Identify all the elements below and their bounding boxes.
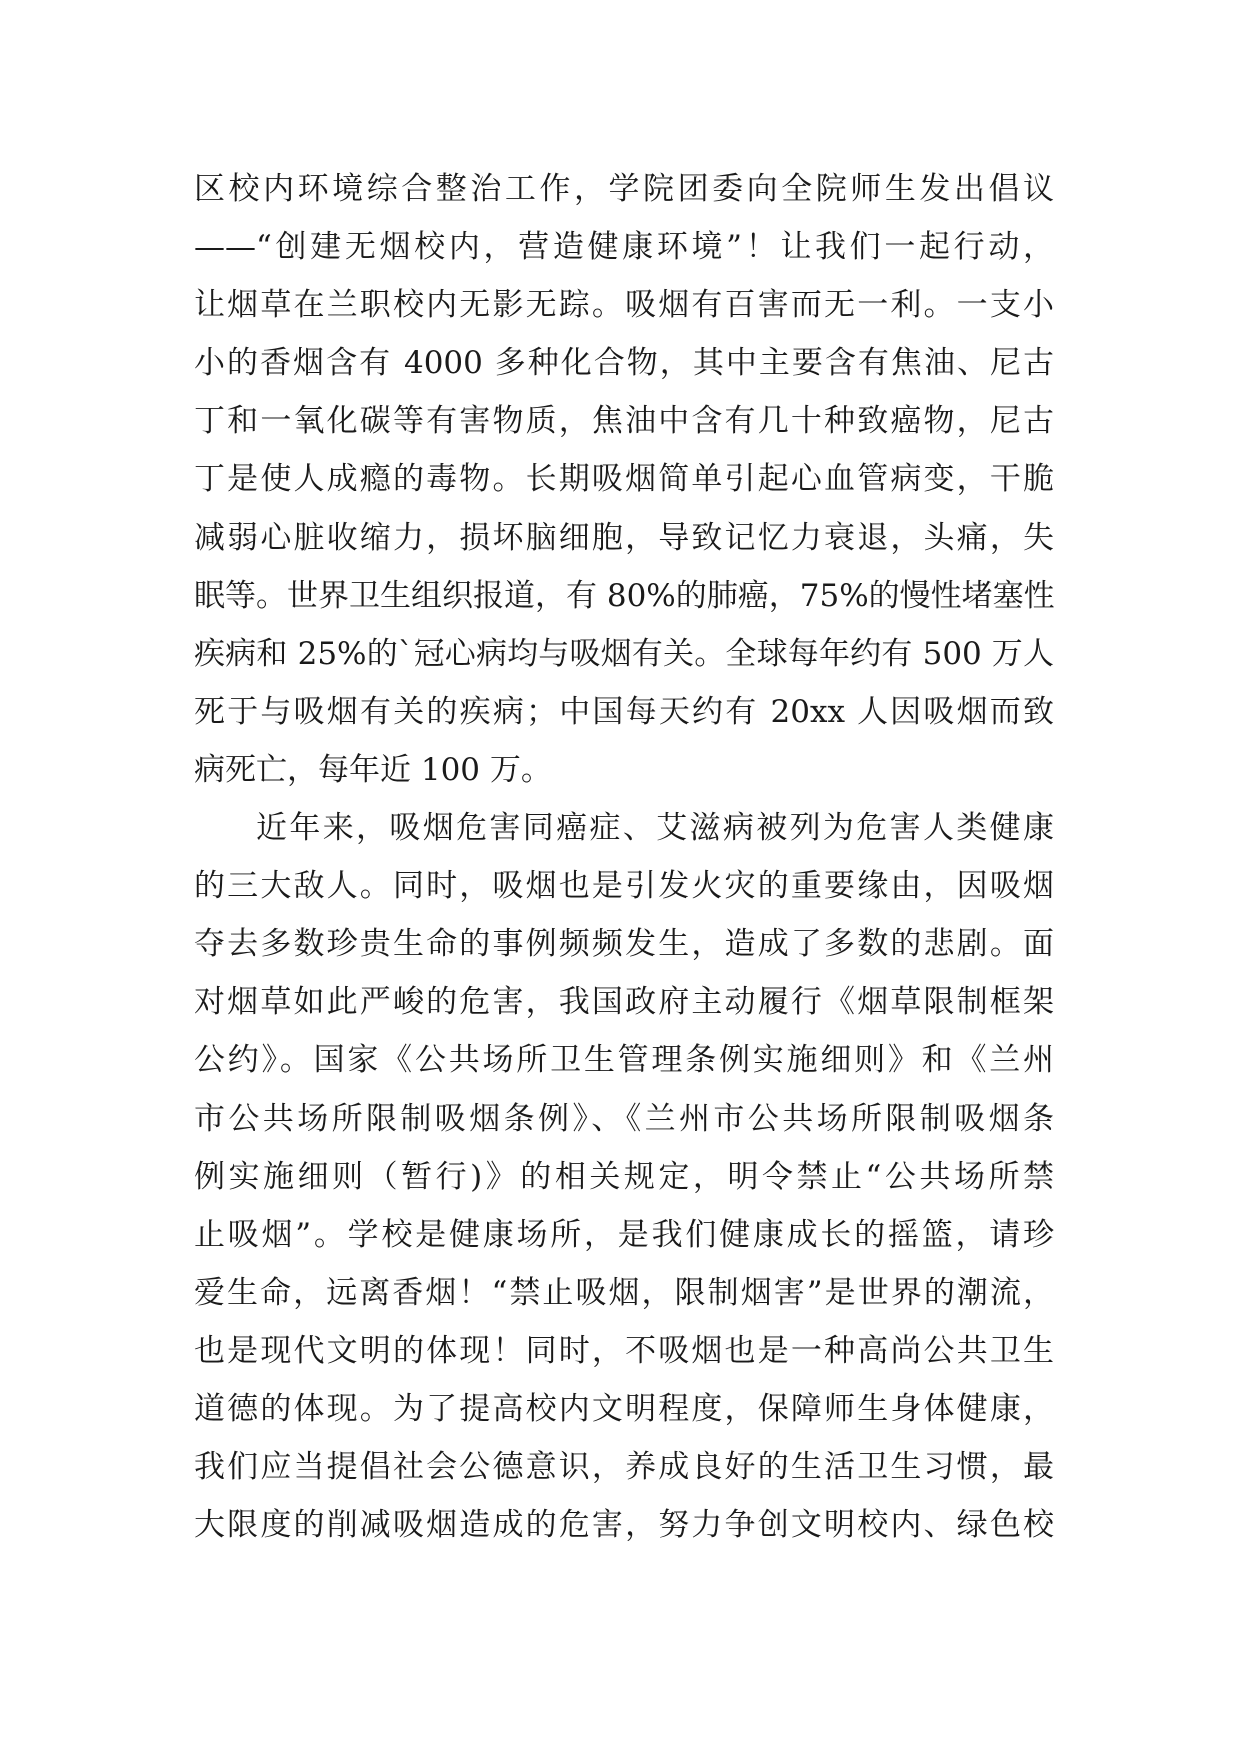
text-line: 公约》。国家《公共场所卫生管理条例实施细则》和《兰州	[194, 1042, 1054, 1079]
text-line: 对烟草如此严峻的危害，我国政府主动履行《烟草限制框架	[194, 984, 1054, 1021]
text-line: 道德的体现。为了提高校内文明程度，保障师生身体健康，	[194, 1390, 1054, 1427]
document-body	[194, 160, 1054, 1554]
text-line: 丁和一氧化碳等有害物质，焦油中含有几十种致癌物，尼古	[194, 403, 1054, 440]
text-line: 病死亡，每年近 100 万。	[194, 751, 552, 788]
text-line: 的三大敌人。同时，吸烟也是引发火灾的重要缘由，因吸烟	[194, 868, 1054, 905]
text-line: 爱生命，远离香烟！“禁止吸烟，限制烟害”是世界的潮流，	[194, 1274, 1054, 1311]
text-line: 减弱心脏收缩力，损坏脑细胞，导致记忆力衰退，头痛，失	[194, 519, 1054, 556]
text-line: 例实施细则（暂行)》的相关规定，明令禁止“公共场所禁	[194, 1158, 1054, 1195]
text-line: 眠等。世界卫生组织报道，有 80%的肺癌，75%的慢性堵塞性	[194, 577, 1055, 614]
text-line: 死于与吸烟有关的疾病；中国每天约有 20xx 人因吸烟而致	[194, 693, 1054, 730]
paragraph-1	[194, 160, 1054, 799]
text-line: 我们应当提倡社会公德意识，养成良好的生活卫生习惯，最	[194, 1449, 1054, 1486]
text-line: ——“创建无烟校内，营造健康环境”！让我们一起行动，	[194, 229, 1054, 266]
text-line: 止吸烟”。学校是健康场所，是我们健康成长的摇篮，请珍	[194, 1216, 1054, 1253]
text-line: 疾病和 25%的`冠心病均与吸烟有关。全球每年约有 500 万人	[194, 635, 1054, 672]
text-line: 丁是使人成瘾的毒物。长期吸烟简单引起心血管病变，干脆	[194, 461, 1054, 498]
text-line: 近年来，吸烟危害同癌症、艾滋病被列为危害人类健康	[256, 810, 1054, 847]
text-line: 大限度的削减吸烟造成的危害，努力争创文明校内、绿色校	[194, 1507, 1054, 1544]
paragraph-2	[194, 799, 1054, 1554]
text-line: 市公共场所限制吸烟条例》、《兰州市公共场所限制吸烟条	[194, 1100, 1054, 1137]
text-line: 让烟草在兰职校内无影无踪。吸烟有百害而无一利。一支小	[194, 287, 1054, 324]
text-line: 区校内环境综合整治工作，学院团委向全院师生发出倡议	[194, 171, 1054, 207]
text-line: 夺去多数珍贵生命的事例频频发生，造成了多数的悲剧。面	[194, 926, 1054, 963]
text-line: 小的香烟含有 4000 多种化合物，其中主要含有焦油、尼古	[194, 345, 1054, 382]
text-line: 也是现代文明的体现！同时，不吸烟也是一种高尚公共卫生	[194, 1332, 1054, 1369]
